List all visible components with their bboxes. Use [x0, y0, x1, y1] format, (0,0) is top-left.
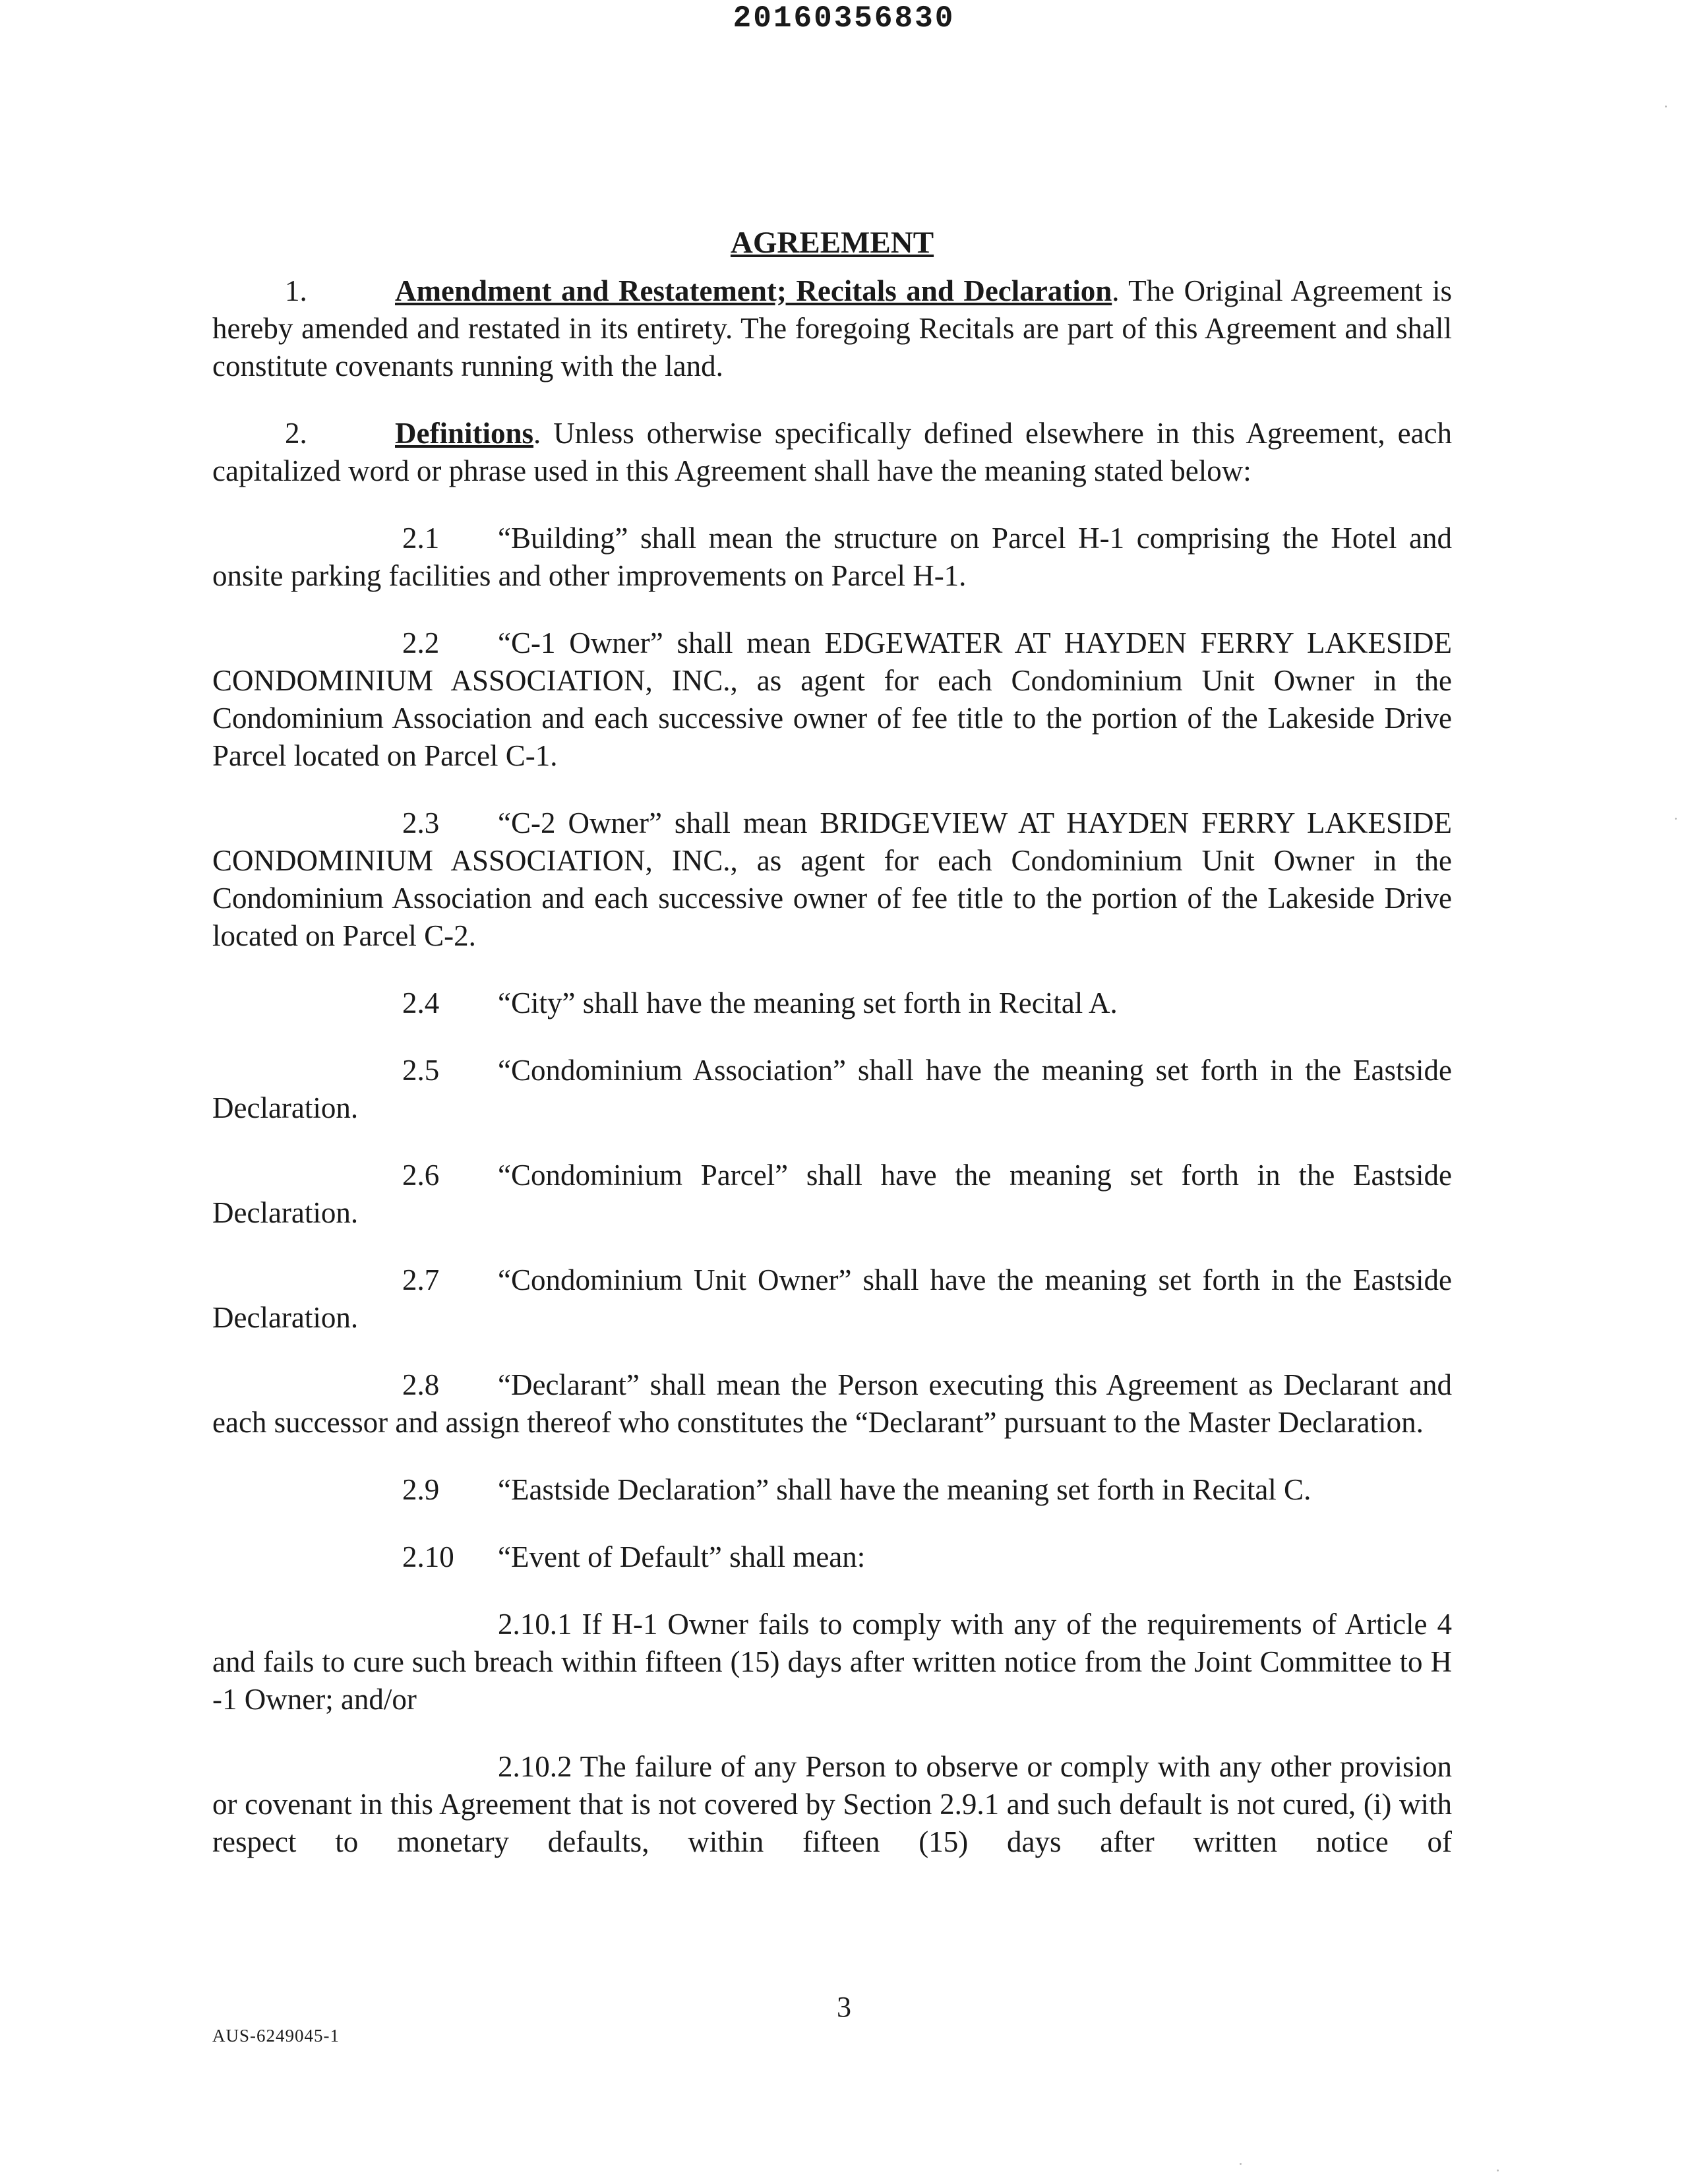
definition-text: “Building” shall mean the structure on Parcel H-1 comprising the Hotel and onsite parking facilities and other improvements on Parcel H-1.	[212, 522, 1452, 592]
definition-text: “City” shall have the meaning set forth in Recital A.	[498, 986, 1118, 1019]
definition-text: “Condominium Unit Owner” shall have the meaning set forth in the Eastside Declaration.	[212, 1263, 1452, 1334]
section-number: 1.	[285, 274, 307, 307]
section-heading: Amendment and Restatement; Recitals and Declaration	[395, 274, 1112, 307]
definition-text: “C-1 Owner” shall mean EDGEWATER AT HAYDEN FERRY LAKESIDE CONDOMINIUM ASSOCIATION, INC., as agent for each Condominium Unit Owner in the Condominium Association and each successive owner of fee title to the portion of the Lakeside Drive Parcel located on Parcel C-1.	[212, 626, 1452, 772]
document-number: 20160356830	[733, 1, 955, 36]
definition-number: 2.1	[402, 522, 440, 555]
subdefinition-2-10-2	[212, 1748, 1452, 1861]
definition-number: 2.10	[402, 1540, 454, 1573]
definition-2-3	[212, 804, 1452, 955]
definition-2-8	[212, 1366, 1452, 1441]
subdefinition-text: If H-1 Owner fails to comply with any of the requirements of Article 4 and fails to cure such breach within fifteen (15) days after written notice from the Joint Committee to H -1 Owner; and/or	[212, 1608, 1453, 1716]
section-1	[212, 272, 1452, 385]
definition-number: 2.4	[402, 986, 440, 1019]
definition-2-6	[212, 1157, 1452, 1232]
definition-number: 2.8	[402, 1368, 440, 1401]
section-heading: Definitions	[395, 417, 534, 450]
definition-text: “Declarant” shall mean the Person executing this Agreement as Declarant and each successor and assign thereof who constitutes the “Declarant” pursuant to the Master Declaration.	[212, 1368, 1452, 1439]
section-text: . The Original Agreement is hereby amended and restated in its entirety. The foregoing Recitals are part of this Agreement and shall constitute covenants running with the land.	[212, 274, 1452, 382]
section-text: . Unless otherwise specifically defined elsewhere in this Agreement, each capitalized word or phrase used in this Agreement shall have the meaning stated below:	[212, 417, 1452, 487]
definition-2-7	[212, 1261, 1452, 1337]
definition-number: 2.9	[402, 1473, 440, 1506]
page-body	[212, 224, 1452, 1861]
definition-number: 2.6	[402, 1159, 440, 1192]
definition-text: “Eastside Declaration” shall have the meaning set forth in Recital C.	[498, 1473, 1311, 1506]
definition-number: 2.7	[402, 1263, 440, 1296]
definition-2-9	[212, 1471, 1452, 1509]
definition-number: 2.3	[402, 806, 440, 839]
document-id: AUS-6249045-1	[212, 2026, 340, 2046]
definition-text: “C-2 Owner” shall mean BRIDGEVIEW AT HAYDEN FERRY LAKESIDE CONDOMINIUM ASSOCIATION, INC., as agent for each Condominium Unit Owner in the Condominium Association and each successive owner of fee title to the portion of the Lakeside Drive located on Parcel C-2.	[212, 806, 1452, 952]
definition-text: “Event of Default” shall mean:	[498, 1540, 866, 1573]
subdefinition-text: The failure of any Person to observe or comply with any other provision or covenant in this Agreement that is not covered by Section 2.9.1 and such default is not cured, (i) with respect to monetary defaults, within fifteen (15) days after written notice of	[212, 1750, 1453, 1858]
definition-2-1	[212, 520, 1452, 595]
subdefinition-number: 2.10.2	[498, 1750, 572, 1783]
scan-speck	[1665, 106, 1667, 107]
definition-number: 2.5	[402, 1054, 440, 1087]
page-title: AGREEMENT	[730, 226, 934, 260]
scan-speck	[1240, 2163, 1242, 2165]
subdefinition-2-10-1	[212, 1606, 1452, 1718]
definition-text: “Condominium Parcel” shall have the meaning set forth in the Eastside Declaration.	[212, 1159, 1452, 1229]
definition-2-4	[212, 985, 1452, 1022]
scan-speck	[1675, 818, 1677, 820]
scan-speck	[1497, 2169, 1499, 2171]
definition-number: 2.2	[402, 626, 440, 659]
section-number: 2.	[285, 417, 307, 450]
definition-2-5	[212, 1052, 1452, 1127]
definition-text: “Condominium Association” shall have the meaning set forth in the Eastside Declaration.	[212, 1054, 1452, 1124]
page-number: 3	[837, 1991, 851, 2023]
definition-2-2	[212, 624, 1452, 775]
definition-2-10	[212, 1538, 1452, 1576]
section-2	[212, 415, 1452, 490]
subdefinition-number: 2.10.1	[498, 1608, 572, 1641]
